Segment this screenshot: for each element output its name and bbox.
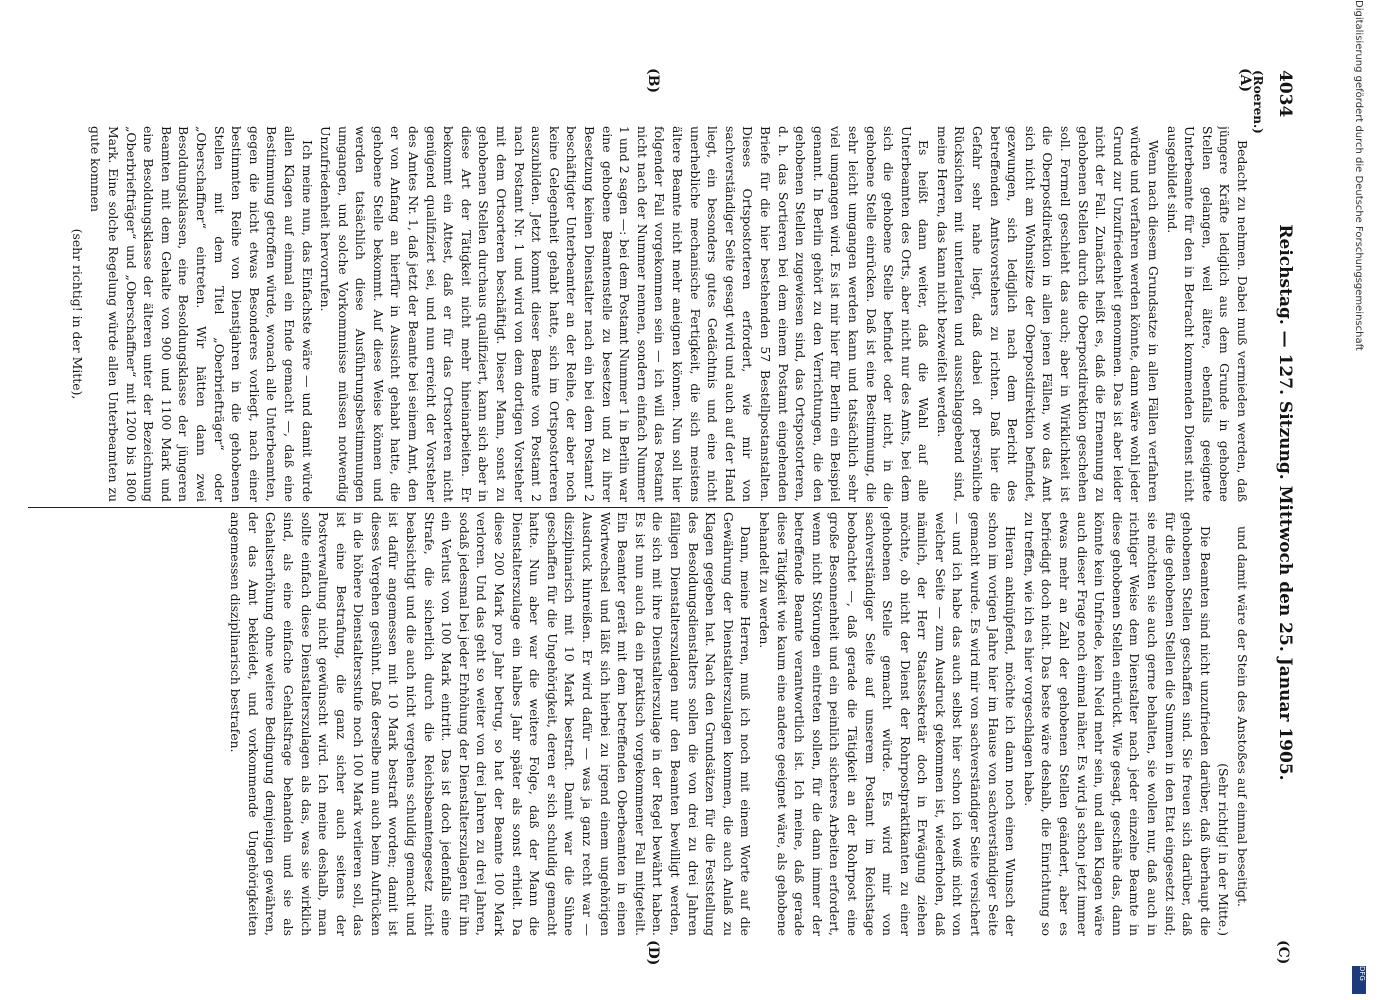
margin-marker-a: (A)	[1237, 68, 1253, 93]
paragraph: Wenn nach diesem Grundsatze in allen Fällen verfahren würde und verfahren werden könnte, dann wäre wohl jeder Grund zur Unzufriedenheit genommen. Das ist aber leider nicht der Fall. Zunächst heißt es, daß die Ernennung zu gehobenen Stellen durch die Oberpostdirektion geschehen soll. Formell geschieht das auch; aber in Wirklichkeit ist die Oberpostdirektion in allen jenen Fällen, wo das Amt sich nicht am Wohnsitze der Oberpostdirektion befindet, gezwungen, sich lediglich nach dem Bericht des betreffenden Amtsvorstehers zu richten. Daß hier die Gefahr sehr nahe liegt, daß dabei oft persönliche Rücksichten mit unterlaufen und ausschlaggebend sind, meine Herren, das kann nicht bezweifelt werden.	[934, 126, 1162, 502]
page-number: 4034	[1275, 70, 1295, 118]
paragraph: Bedacht zu nehmen. Dabei muß vermieden werden, daß jüngere Kräfte lediglich aus dem Grunde in gehobene Stellen gelangen, weil ältere, ebenfalls geeignete Unterbeamte für den in Betracht kommenden Dienst nicht ausgebildet sind.	[1164, 126, 1250, 502]
paragraph: und damit wäre der Stein des Anstoßes auf einmal beseitigt.	[1235, 526, 1250, 907]
running-head: Reichstag. — 127. Sitzung. Mittwoch den 25. Januar 1905.	[1275, 224, 1295, 781]
digitization-note-text: Digitalisierung gefördert durch die Deutsche Forschungsgemeinschaft	[1353, 0, 1364, 351]
digitization-note	[1350, 0, 1368, 1000]
margin-marker-d: (D)	[645, 940, 661, 966]
paragraph: Es heißt dann weiter, daß die Wahl auf alle Unterbeamten des Orts, aber nicht nur des Amts, bei dem sich die gehobene Stelle befindet oder nicht, in die gehobene Stelle einrücken. Daß ist eine Bestimmung, die sehr leicht umgangen werden kann und tatsächlich sehr viel umgangen wird. Es ist mir hier für Berlin ein Beispiel genannt. In Berlin gehört zu den Verrichtungen, die den gehobenen Stellen zugewiesen sind, das Ortspostorteren, d. h. das Sortieren bei dem einem Postamt eingehenden Briefe für die hier bestehenden 57 Bestellpostanstalten. Dieses Ortspostorteren erfordert, wie mir von sachverständiger Seite gesagt wird und auch auf der Hand liegt, ein besonders gutes Gedächtnis und eine nicht unerhebliche mechanische Fertigkeit, die sich meistens ältere Beamte nicht mehr aneignen können. Nun soll hier folgender Fall vorgekommen sein — ich will das Postamt nicht nach der Nummer nennen, sondern einfach Nummer 1 und 2 sagen —: bei dem Postamt Nummer 1 in Berlin war eine gehobene Beamtenstelle zu besetzen und zu ihrer Besetzung keinen Dienstalter nach ein bei dem Postamt 2 beschäftigter Unterbeamter an der Reihe, der aber noch keine Gelegenheit gehabt hatte, sich im Ortspostorteren auszubilden. Jetzt kommt dieser Beamte von Postamt 2 nach Postamt Nr. 1 und wird von dem dortigen Vorsteher mit dem Ortsorteren beschäftigt. Dieser Mann, sonst zu gehobenen Stellen durchaus qualifiziert, kann sich aber in diese Art der Tätigkeit nicht mehr hineinarbeiten. Er bekommt ein Attest, daß er für das Ortsorteren nicht genügend qualifiziert sei, und nun erreicht der Vorsteher des Amtes Nr. 1, daß jetzt der Beamte bei seinem Amt, den er von Anfang an hierfür in Aussicht gehabt hatte, die gehobene Stelle bekommt. Auf diese Weise können und werden tatsächlich diese Ausführungsbestimmungen umgangen, und solche Vorkommnisse müssen notwendig Unzufriedenheit hervorrufen.	[318, 126, 932, 502]
page-header	[1269, 70, 1295, 935]
paragraph: Ich meine nun, das Einfachste wäre — und damit würde allen Klagen auf einmal ein Ende gemacht —, daß eine Bestimmung getroffen würde, wonach alle Unterbeamten, gegen die nicht etwas Besonderes vorliegt, nach einer bestimmten Reihe von Dienstjahren in die gehobenen Stellen mit dem Titel „Oberbriefträger“ oder „Oberschaffner“ eintreten. Wir hätten dann zwei Besoldungsklassen, eine Besoldungsklasse der jüngeren Beamten mit dem Gehalte von 900 und 1100 Mark und eine Besoldungsklasse der älteren unter der Bezeichnung „Oberbriefträger“ und „Oberschaffner“ mit 1200 bis 1800 Mark. Eine solche Regelung würde allen Unterbeamten zu gute kommen	[88, 126, 315, 502]
right-column	[31, 512, 1251, 936]
paragraph: Dann, meine Herren, muß ich noch mit einem Worte auf die Gewährung der Dienstalterszulagen kommen, die auch Anlaß zu Klagen gegeben hat. Nach den Grundsätzen für die Feststellung des Besoldungsdienstalters sollen die von drei zu drei Jahren fälligen Dienstalterszulagen nur den Beamten bewilligt werden, die sich mit ihre Dienstalterszulage in der Regel bewährt haben. Es ist nun auch da ein praktisch vorgekommener Fall mitgeteilt. Ein Beamter gerät mit dem betreffenden Oberbeamten in einen Wortwechsel und läßt sich hierbei zu irgend einem ungehörigen Ausdruck hinreißen. Er wird dafür — was ja ganz recht war — disziplinarisch mit 10 Mark bestraft. Damit war die Sühne geschaffen für die Ungehörigkeit, deren er sich schuldig gemacht hatte. Nun aber war die weitere Folge, daß der Mann die Dienstalterszulage ein halbes Jahr später als sonst erhielt. Da diese 200 Mark pro Jahr betrug, so hat der Beamte 100 Mark verloren. Und das geht so weiter von drei Jahren zu drei Jahren, sodaß jedesmal bei jeder Erhöhung der Dienstalterszulagen für ihn ein Verlust von 100 Mark eintritt. Das ist doch jedenfalls eine Strafe, die sicherlich durch die Reichsbeamtengesetz nicht beabsichtigt und die auch nicht vergehens schuldig gemacht und ist dafür angemessen mit 10 Mark bestraft worden; damit ist dieses Vergehen gesühnt. Daß derselbe nun auch beim Aufrücken in die höhere Dienstaltersstufe noch 100 Mark verlieren soll, das ist eine Bestrafung, die ganz sicher auch seitens der Postverwaltung nicht gewünscht wird. Ich meine deshalb, man sollte einfach diese Dienstalterszulagen als das, was sie wirklich sind, als eine einfache Gehaltsfrage behandeln und sie als Gehaltserhöhung ohne weitere Bedingung demjenigen gewähren, der das Amt bekleidet, und vorkommende Ungehörigkeiten angemessen disziplinarisch bestrafen.	[228, 512, 754, 936]
speaker-name: (Roeren.)	[1251, 70, 1265, 134]
margin-marker-b: (B)	[645, 68, 661, 94]
paragraph: (sehr richtig! in der Mitte),	[69, 228, 85, 400]
paragraph: Die Beamten sind nicht unzufrieden darüber, daß überhaupt die gehobenen Stellen geschaffen sind. Sie freuen sich darüber, daß für die gehobenen Stellen die Summen in den Etat eingesetzt sind; sie möchten sie auch gerne behalten, sie wollen nur, daß auch in richtiger Weise dem Dienstalter nach jeder einzelne Beamte in diese gehobenen Stellen einrückt. Wie gesagt, geschähe das, dann könnte kein Unfriede, kein Neid mehr sein, und allen Klagen wäre auch dieser Frage noch einmal näher. Es wird ja schon jetzt immer etwas mehr an Zahl der gehobenen Stellen geändert, aber es befriedigt doch nicht. Das beste wäre deshalb, die Einrichtung so zu treffen, wie ich es hier vorgeschlagen habe.	[1021, 512, 1213, 936]
left-column	[31, 126, 1251, 502]
margin-marker-c: (C)	[1275, 940, 1291, 965]
dfg-logo: DFG	[1352, 966, 1366, 994]
paragraph: (Sehr richtig! in der Mitte.)	[1216, 763, 1232, 936]
column-divider	[28, 507, 888, 508]
paragraph: Hieran anknüpfend, möchte ich dann noch einen Wunsch der schon im vorigen Jahre hier im Hause von sachverständiger Seite gemacht wurde. Es wird mir von sachverständiger Seite versichert — und ich habe das auch selbst hier schon ich weiß nicht von welcher Seite — zum Ausdruck gekommen ist, wiederholen, daß nämlich, der Herr Staatssekretär doch in Erwägung ziehen möchte, ob nicht der Dienst der Rohrpostpraktikanten zu einer gehobenen Stelle gemacht würde. Es wird mir von sachverständiger Seite auf unserem Postamt im Reichstage beobachtet —, daß gerade die Tätigkeit an der Rohrpost eine große Besonnenheit und ein peinlich sicheres Arbeiten erfordert, wenn nicht Störungen eintreten sollen, für die dann immer der betreffende Beamte verantwortlich ist. Ich meine, daß gerade diese Tätigkeit wie kaum eine andere geeignet wäre, als gehobene behandelt zu werden.	[756, 512, 1019, 936]
